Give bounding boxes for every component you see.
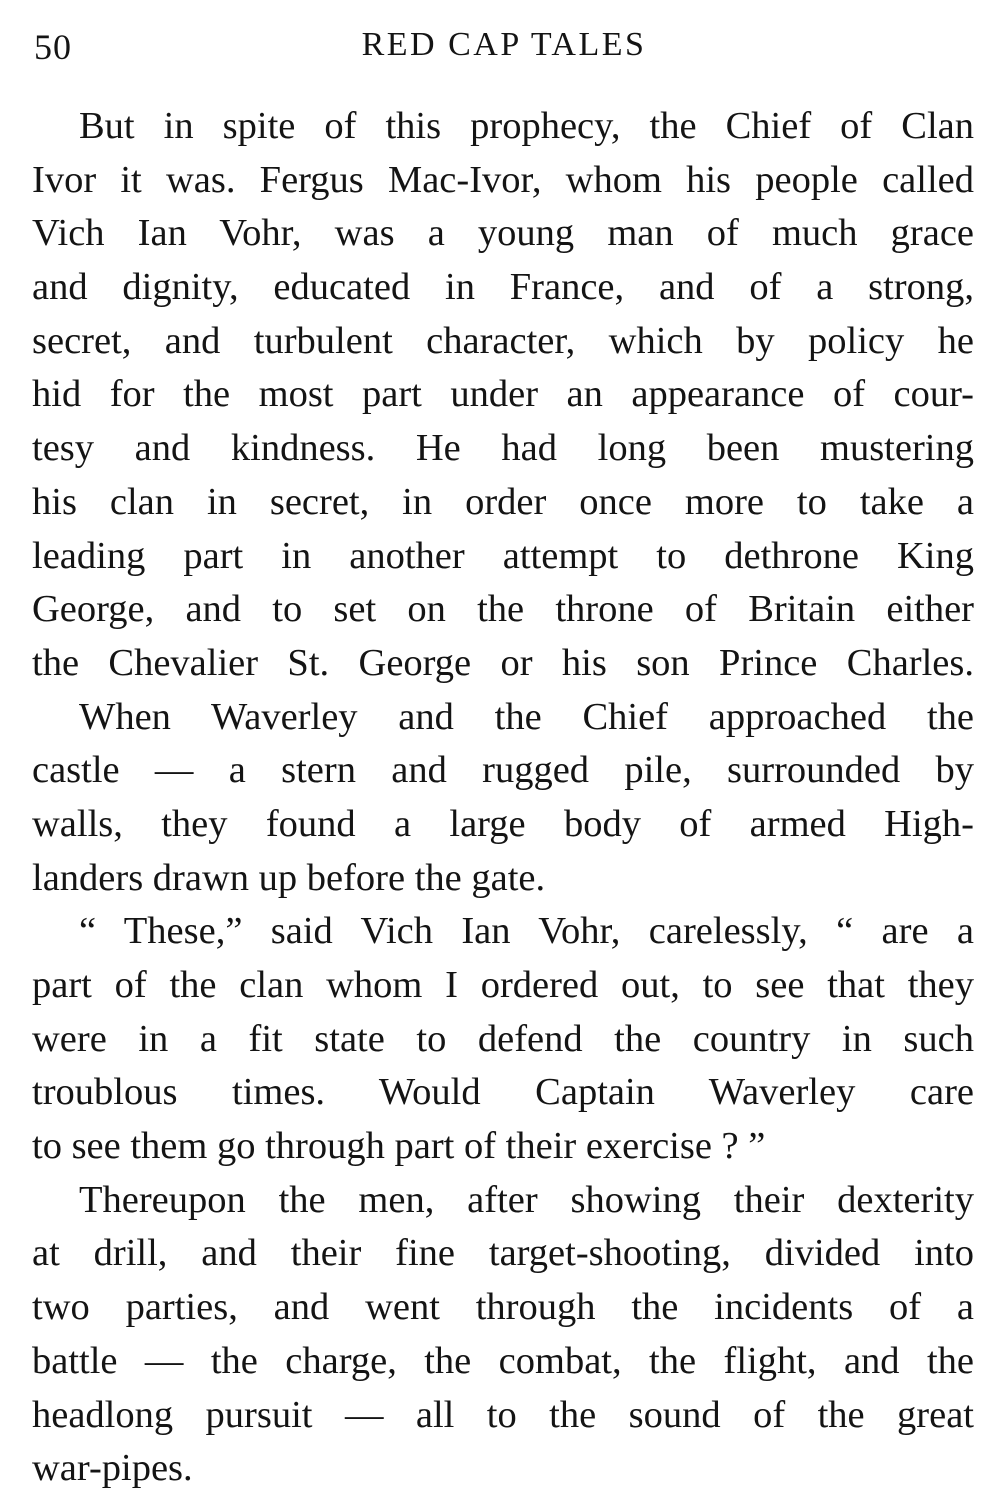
body-text xyxy=(32,100,974,1496)
text-line: to see them go through part of their exercise ? ” xyxy=(32,1125,766,1168)
text-line: tesy and kindness. He had long been mustering xyxy=(32,427,974,470)
text-line: hid for the most part under an appearance of cour- xyxy=(32,373,974,416)
paragraph xyxy=(32,691,974,906)
paragraph xyxy=(32,100,974,691)
paragraph xyxy=(32,905,974,1173)
paragraph xyxy=(32,1174,974,1496)
text-line: “ These,” said Vich Ian Vohr, carelessly, “ are a xyxy=(79,910,974,953)
running-title: RED CAP TALES xyxy=(361,26,647,63)
text-line: Thereupon the men, after showing their dexterity xyxy=(79,1178,974,1221)
text-line: the Chevalier St. George or his son Prince Charles. xyxy=(32,641,974,684)
text-line: But in spite of this prophecy, the Chief of Clan xyxy=(79,105,974,147)
text-line: Ivor it was. Fergus Mac-Ivor, whom his people called xyxy=(32,158,974,201)
text-line: headlong pursuit — all to the sound of the great xyxy=(32,1393,974,1436)
page-number: 50 xyxy=(34,27,72,67)
text-line: part of the clan whom I ordered out, to see that they xyxy=(32,964,974,1006)
text-line: Vich Ian Vohr, was a young man of much grace xyxy=(32,212,974,255)
text-line: secret, and turbulent character, which by policy he xyxy=(32,319,974,362)
text-line: two parties, and went through the incidents of a xyxy=(32,1286,974,1329)
text-line: George, and to set on the throne of Britain either xyxy=(32,588,974,631)
text-line: walls, they found a large body of armed High- xyxy=(32,802,974,845)
text-line: castle — a stern and rugged pile, surrounded by xyxy=(32,749,974,792)
text-line: leading part in another attempt to dethrone King xyxy=(32,534,974,577)
text-line: his clan in secret, in order once more to take a xyxy=(32,480,974,523)
text-line: were in a fit state to defend the country in such xyxy=(32,1017,974,1060)
text-line: and dignity, educated in France, and of a strong, xyxy=(32,266,974,309)
text-line: war-pipes. xyxy=(32,1447,193,1490)
text-line: at drill, and their fine target-shooting, divided into xyxy=(32,1232,974,1275)
text-line: troublous times. Would Captain Waverley care xyxy=(32,1071,974,1114)
text-line: landers drawn up before the gate. xyxy=(32,856,546,899)
text-line: When Waverley and the Chief approached the xyxy=(79,695,974,738)
running-head xyxy=(34,22,974,72)
text-line: battle — the charge, the combat, the flight, and the xyxy=(32,1339,974,1382)
